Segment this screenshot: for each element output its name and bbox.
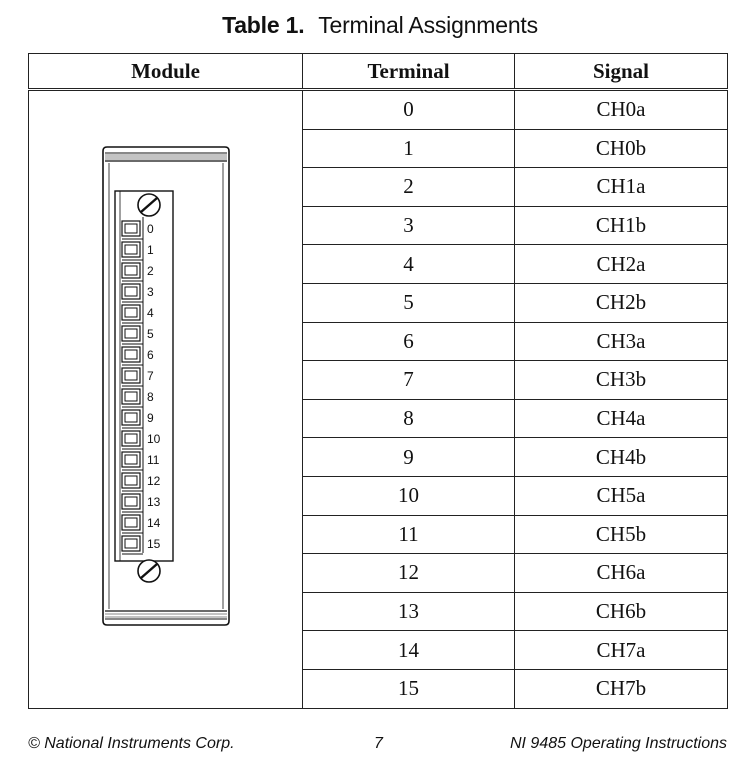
terminal-cell: 0 [303,90,515,130]
terminal-pin [122,410,143,428]
module-diagram [29,91,301,703]
terminal-label: 6 [147,348,154,362]
terminal-cell: 15 [303,669,515,708]
terminal-label: 5 [147,327,154,341]
terminal-cell: 8 [303,399,515,438]
terminal-label: 9 [147,411,154,425]
terminal-cell: 2 [303,168,515,207]
signal-cell: CH4b [515,438,728,477]
table-header-row [29,54,728,90]
terminal-label: 15 [147,537,161,551]
table-body [29,90,728,709]
terminal-cell: 4 [303,245,515,284]
terminal-pin [122,494,143,512]
terminal-pin [122,368,143,386]
signal-cell: CH1b [515,206,728,245]
terminal-assignments-table [28,53,728,709]
signal-cell: CH2b [515,283,728,322]
signal-cell: CH0a [515,90,728,130]
terminal-cell: 3 [303,206,515,245]
terminal-cell: 13 [303,592,515,631]
terminal-pin [122,347,143,365]
footer-page-number: 7 [374,735,383,752]
signal-cell: CH2a [515,245,728,284]
terminal-label: 7 [147,369,154,383]
terminal-pin [122,431,143,449]
signal-cell: CH7b [515,669,728,708]
terminal-pin [122,221,143,239]
terminal-label: 13 [147,495,161,509]
terminal-label: 1 [147,243,154,257]
signal-cell: CH5b [515,515,728,554]
terminal-cell: 6 [303,322,515,361]
terminal-label: 11 [147,453,160,467]
terminal-label: 0 [147,222,154,236]
header-signal: Signal [515,54,728,90]
terminal-pin [122,263,143,281]
signal-cell: CH3b [515,361,728,400]
terminal-cell: 7 [303,361,515,400]
table-number: Table 1. [222,12,305,38]
top-screw-icon [138,194,160,216]
terminal-label: 4 [147,306,154,320]
terminal-pin [122,305,143,323]
terminal-label: 10 [147,432,161,446]
table-title [0,12,746,39]
terminal-cell: 5 [303,283,515,322]
terminal-pin [122,389,143,407]
terminal-pin [122,473,143,491]
terminal-pin [122,326,143,344]
signal-cell: CH3a [515,322,728,361]
footer-document-title: NI 9485 Operating Instructions [509,735,727,752]
signal-cell: CH0b [515,129,728,168]
bottom-screw-icon [138,560,160,582]
terminal-cell: 12 [303,554,515,593]
header-terminal: Terminal [303,54,515,90]
signal-cell: CH1a [515,168,728,207]
signal-cell: CH4a [515,399,728,438]
terminal-label: 14 [147,516,161,530]
footer-copyright: © National Instruments Corp. [28,735,235,752]
terminal-pin [122,536,143,554]
page-footer [28,735,727,755]
header-module: Module [29,54,303,90]
terminal-pin [122,515,143,533]
terminal-pin [122,452,143,470]
terminal-pin [122,284,143,302]
signal-cell: CH6a [515,554,728,593]
terminal-pin [122,242,143,260]
table-row [29,90,728,130]
terminal-cell: 9 [303,438,515,477]
terminal-cell: 11 [303,515,515,554]
signal-cell: CH6b [515,592,728,631]
module-diagram-cell [29,90,303,709]
table-caption: Terminal Assignments [318,12,538,38]
terminal-cell: 10 [303,476,515,515]
signal-cell: CH5a [515,476,728,515]
terminal-label: 2 [147,264,154,278]
terminal-label: 3 [147,285,154,299]
terminal-cell: 1 [303,129,515,168]
terminal-label: 8 [147,390,154,404]
terminal-label: 12 [147,474,161,488]
terminal-cell: 14 [303,631,515,670]
signal-cell: CH7a [515,631,728,670]
